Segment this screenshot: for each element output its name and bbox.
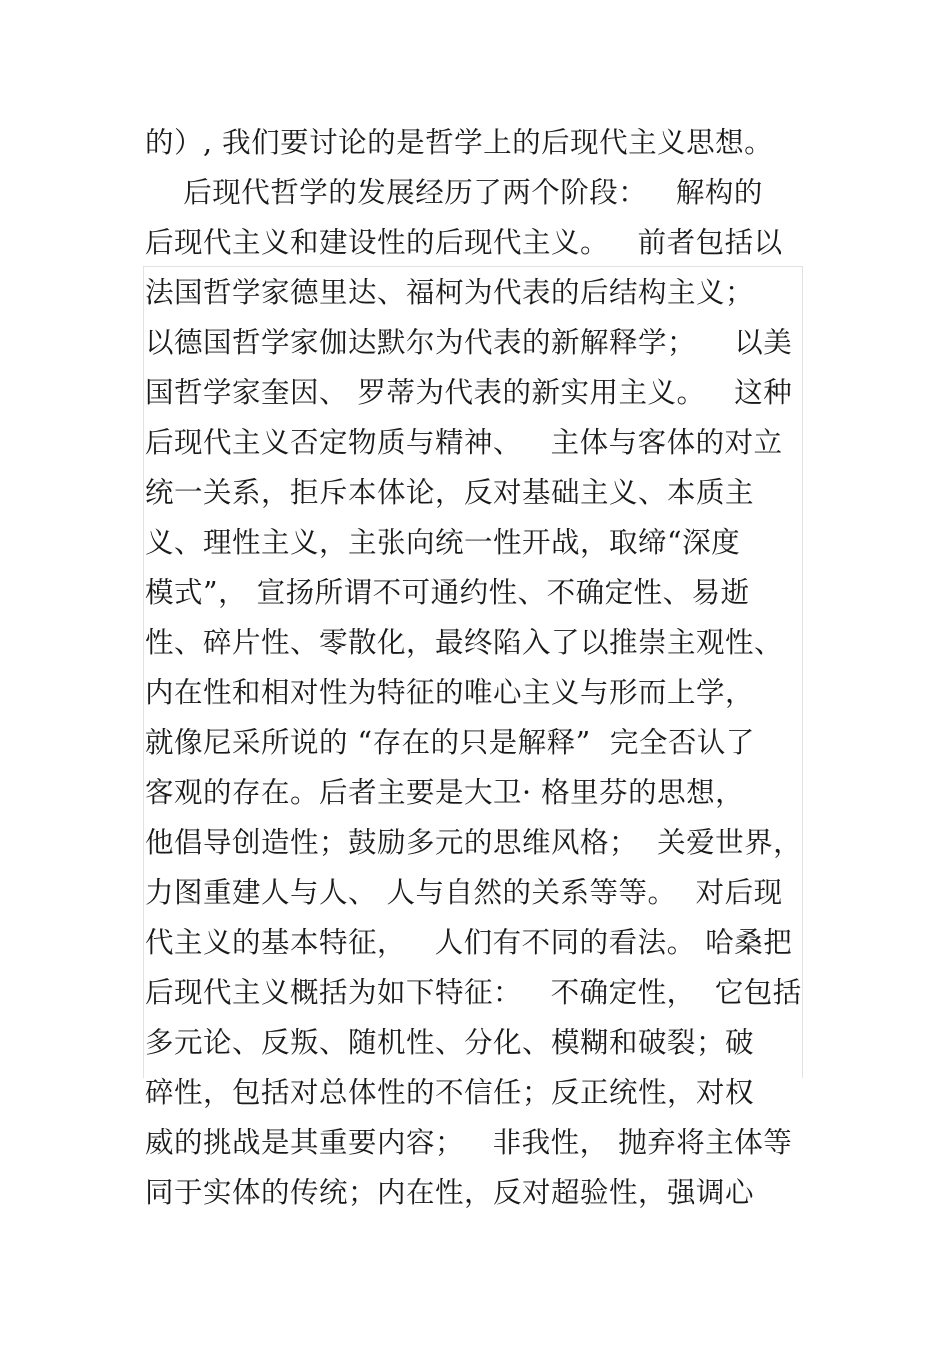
text-line: 威的挑战是其重要内容； 非我性， 抛弃将主体等 xyxy=(145,1126,793,1159)
text-line: 他倡导创造性；鼓励多元的思维风格； 关爱世界， xyxy=(145,826,803,859)
text-line: 多元论、反叛、随机性、分化、模糊和破裂；破 xyxy=(145,1026,755,1059)
text-line: 客观的存在。后者主要是大卫· 格里芬的思想， xyxy=(145,776,745,809)
text-line: 国哲学家奎因、 罗蒂为代表的新实用主义。 这种 xyxy=(145,376,793,409)
body-text xyxy=(145,118,815,1218)
text-line: 的）, 我们要讨论的是哲学上的后现代主义思想。 xyxy=(145,126,774,159)
text-line: 后现代主义概括为如下特征： 不确定性， 它包括 xyxy=(145,976,802,1009)
text-line: 法国哲学家德里达、福柯为代表的后结构主义； xyxy=(145,276,755,309)
text-line: 碎性，包括对总体性的不信任；反正统性，对权 xyxy=(145,1076,755,1109)
text-line: 性、碎片性、零散化，最终陷入了以推崇主观性、 xyxy=(145,626,784,659)
text-line: 统一关系，拒斥本体论，反对基础主义、本质主 xyxy=(145,476,755,509)
text-line: 就像尼采所说的 “存在的只是解释” 完全否认了 xyxy=(145,726,755,759)
text-line: 义、理性主义，主张向统一性开战，取缔“深度 xyxy=(145,526,741,559)
text-line: 以德国哲学家伽达默尔为代表的新解释学； 以美 xyxy=(145,326,793,359)
text-line: 后现代主义否定物质与精神、 主体与客体的对立 xyxy=(145,426,783,459)
text-line: 力图重建人与人、 人与自然的关系等等。 对后现 xyxy=(145,876,783,909)
text-line: 后现代主义和建设性的后现代主义。 前者包括以 xyxy=(145,226,783,259)
text-line: 代主义的基本特征， 人们有不同的看法。 哈桑把 xyxy=(145,926,793,959)
text-line: 后现代哲学的发展经历了两个阶段： 解构的 xyxy=(145,176,763,209)
text-line: 模式”， 宣扬所谓不可通约性、不确定性、易逝 xyxy=(145,576,750,609)
text-line: 同于实体的传统；内在性，反对超验性，强调心 xyxy=(145,1176,755,1209)
text-line: 内在性和相对性为特征的唯心主义与形而上学， xyxy=(145,676,755,709)
